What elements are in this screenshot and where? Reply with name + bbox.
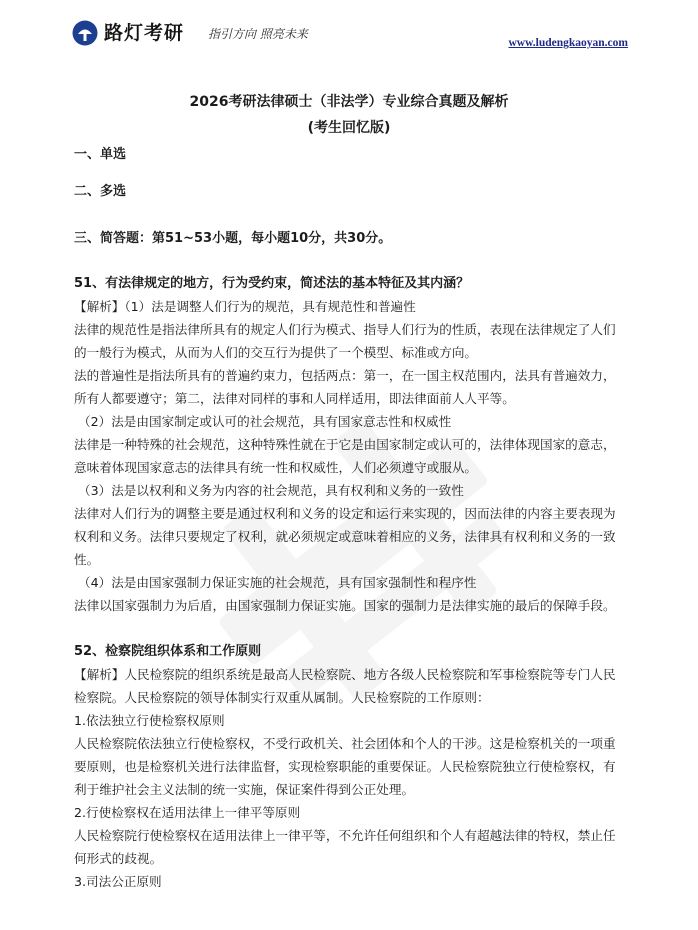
document-subtitle: (考生回忆版)	[307, 120, 391, 136]
q51-analysis-point-2: （2）法是由国家制定或认可的社会规范，具有国家意志性和权威性	[78, 414, 452, 429]
q52-paragraph: 人民检察院行使检察权在适用法律上一律平等，不允许任何组织和个人有超越法律的特权，禁止任何形式的歧视。	[74, 828, 616, 866]
q52-principle-heading: 1.依法独立行使检察权原则	[74, 713, 225, 728]
q52-analysis: 【解析】人民检察院的组织系统是最高人民检察院、地方各级人民检察院和军事检察院等专门人民检察院。人民检察院的领导体制实行双重从属制。人民检察院的工作原则：	[74, 667, 616, 705]
brand-name: 路灯考研	[104, 22, 185, 44]
document-title: 2026考研法律硕士（非法学）专业综合真题及解析	[189, 94, 509, 110]
brand-slogan: 指引方向 照亮未来	[208, 27, 308, 41]
q52-paragraph: 人民检察院依法独立行使检察权，不受行政机关、社会团体和个人的干涉。这是检察机关的一项重要原则，也是检察机关进行法律监督，实现检察职能的重要保证。人民检察院独立行使检察权，有利于维护社会主义法制的统一实施，保证案件得到公正处理。	[74, 736, 616, 797]
section-short-answer: 三、简答题：第51~53小题，每小题10分，共30分。	[74, 231, 392, 246]
q51-analysis-point-1: 【解析】（1）法是调整人们行为的规范，具有规范性和普遍性	[74, 299, 416, 314]
q51-paragraph: 法律是一种特殊的社会规范，这种特殊性就在于它是由国家制定或认可的，法律体现国家的意志，意味着体现国家意志的法律具有统一性和权威性，人们必须遵守或服从。	[74, 437, 616, 475]
q51-analysis-point-4: （4）法是由国家强制力保证实施的社会规范，具有国家强制性和程序性	[78, 575, 477, 590]
document-body	[74, 272, 626, 893]
question-51: 51、有法律规定的地方，行为受约束，简述法的基本特征及其内涵？	[74, 276, 470, 291]
q51-paragraph: 法的普遍性是指法所具有的普遍约束力，包括两点：第一，在一国主权范围内，法具有普遍效力，所有人都要遵守；第二，法律对同样的事和人同样适用，即法律面前人人平等。	[74, 368, 616, 406]
section-single-choice: 一、单选	[74, 147, 127, 162]
website-link[interactable]: www.ludengkaoyan.com	[508, 37, 628, 49]
q51-paragraph: 法律以国家强制力为后盾，由国家强制力保证实施。国家的强制力是法律实施的最后的保障手段。	[74, 598, 616, 613]
question-52: 52、检察院组织体系和工作原则	[74, 644, 262, 659]
section-multiple-choice: 二、多选	[74, 184, 127, 199]
page-header	[0, 0, 698, 62]
q51-analysis-point-3: （3）法是以权利和义务为内容的社会规范，具有权利和义务的一致性	[78, 483, 464, 498]
q52-principle-heading: 3.司法公正原则	[74, 874, 162, 889]
spacer	[74, 617, 626, 640]
lamp-logo-icon	[72, 20, 98, 46]
q52-principle-heading: 2.行使检察权在适用法律上一律平等原则	[74, 805, 301, 820]
q51-paragraph: 法律对人们行为的调整主要是通过权利和义务的设定和运行来实现的，因而法律的内容主要表现为权利和义务。法律只要规定了权利，就必须规定或意味着相应的义务，法律具有权利和义务的一致性。	[74, 506, 616, 567]
q51-paragraph: 法律的规范性是指法律所具有的规定人们行为模式、指导人们行为的性质，表现在法律规定了人们的一般行为模式，从而为人们的交互行为提供了一个模型、标准或方向。	[74, 322, 616, 360]
